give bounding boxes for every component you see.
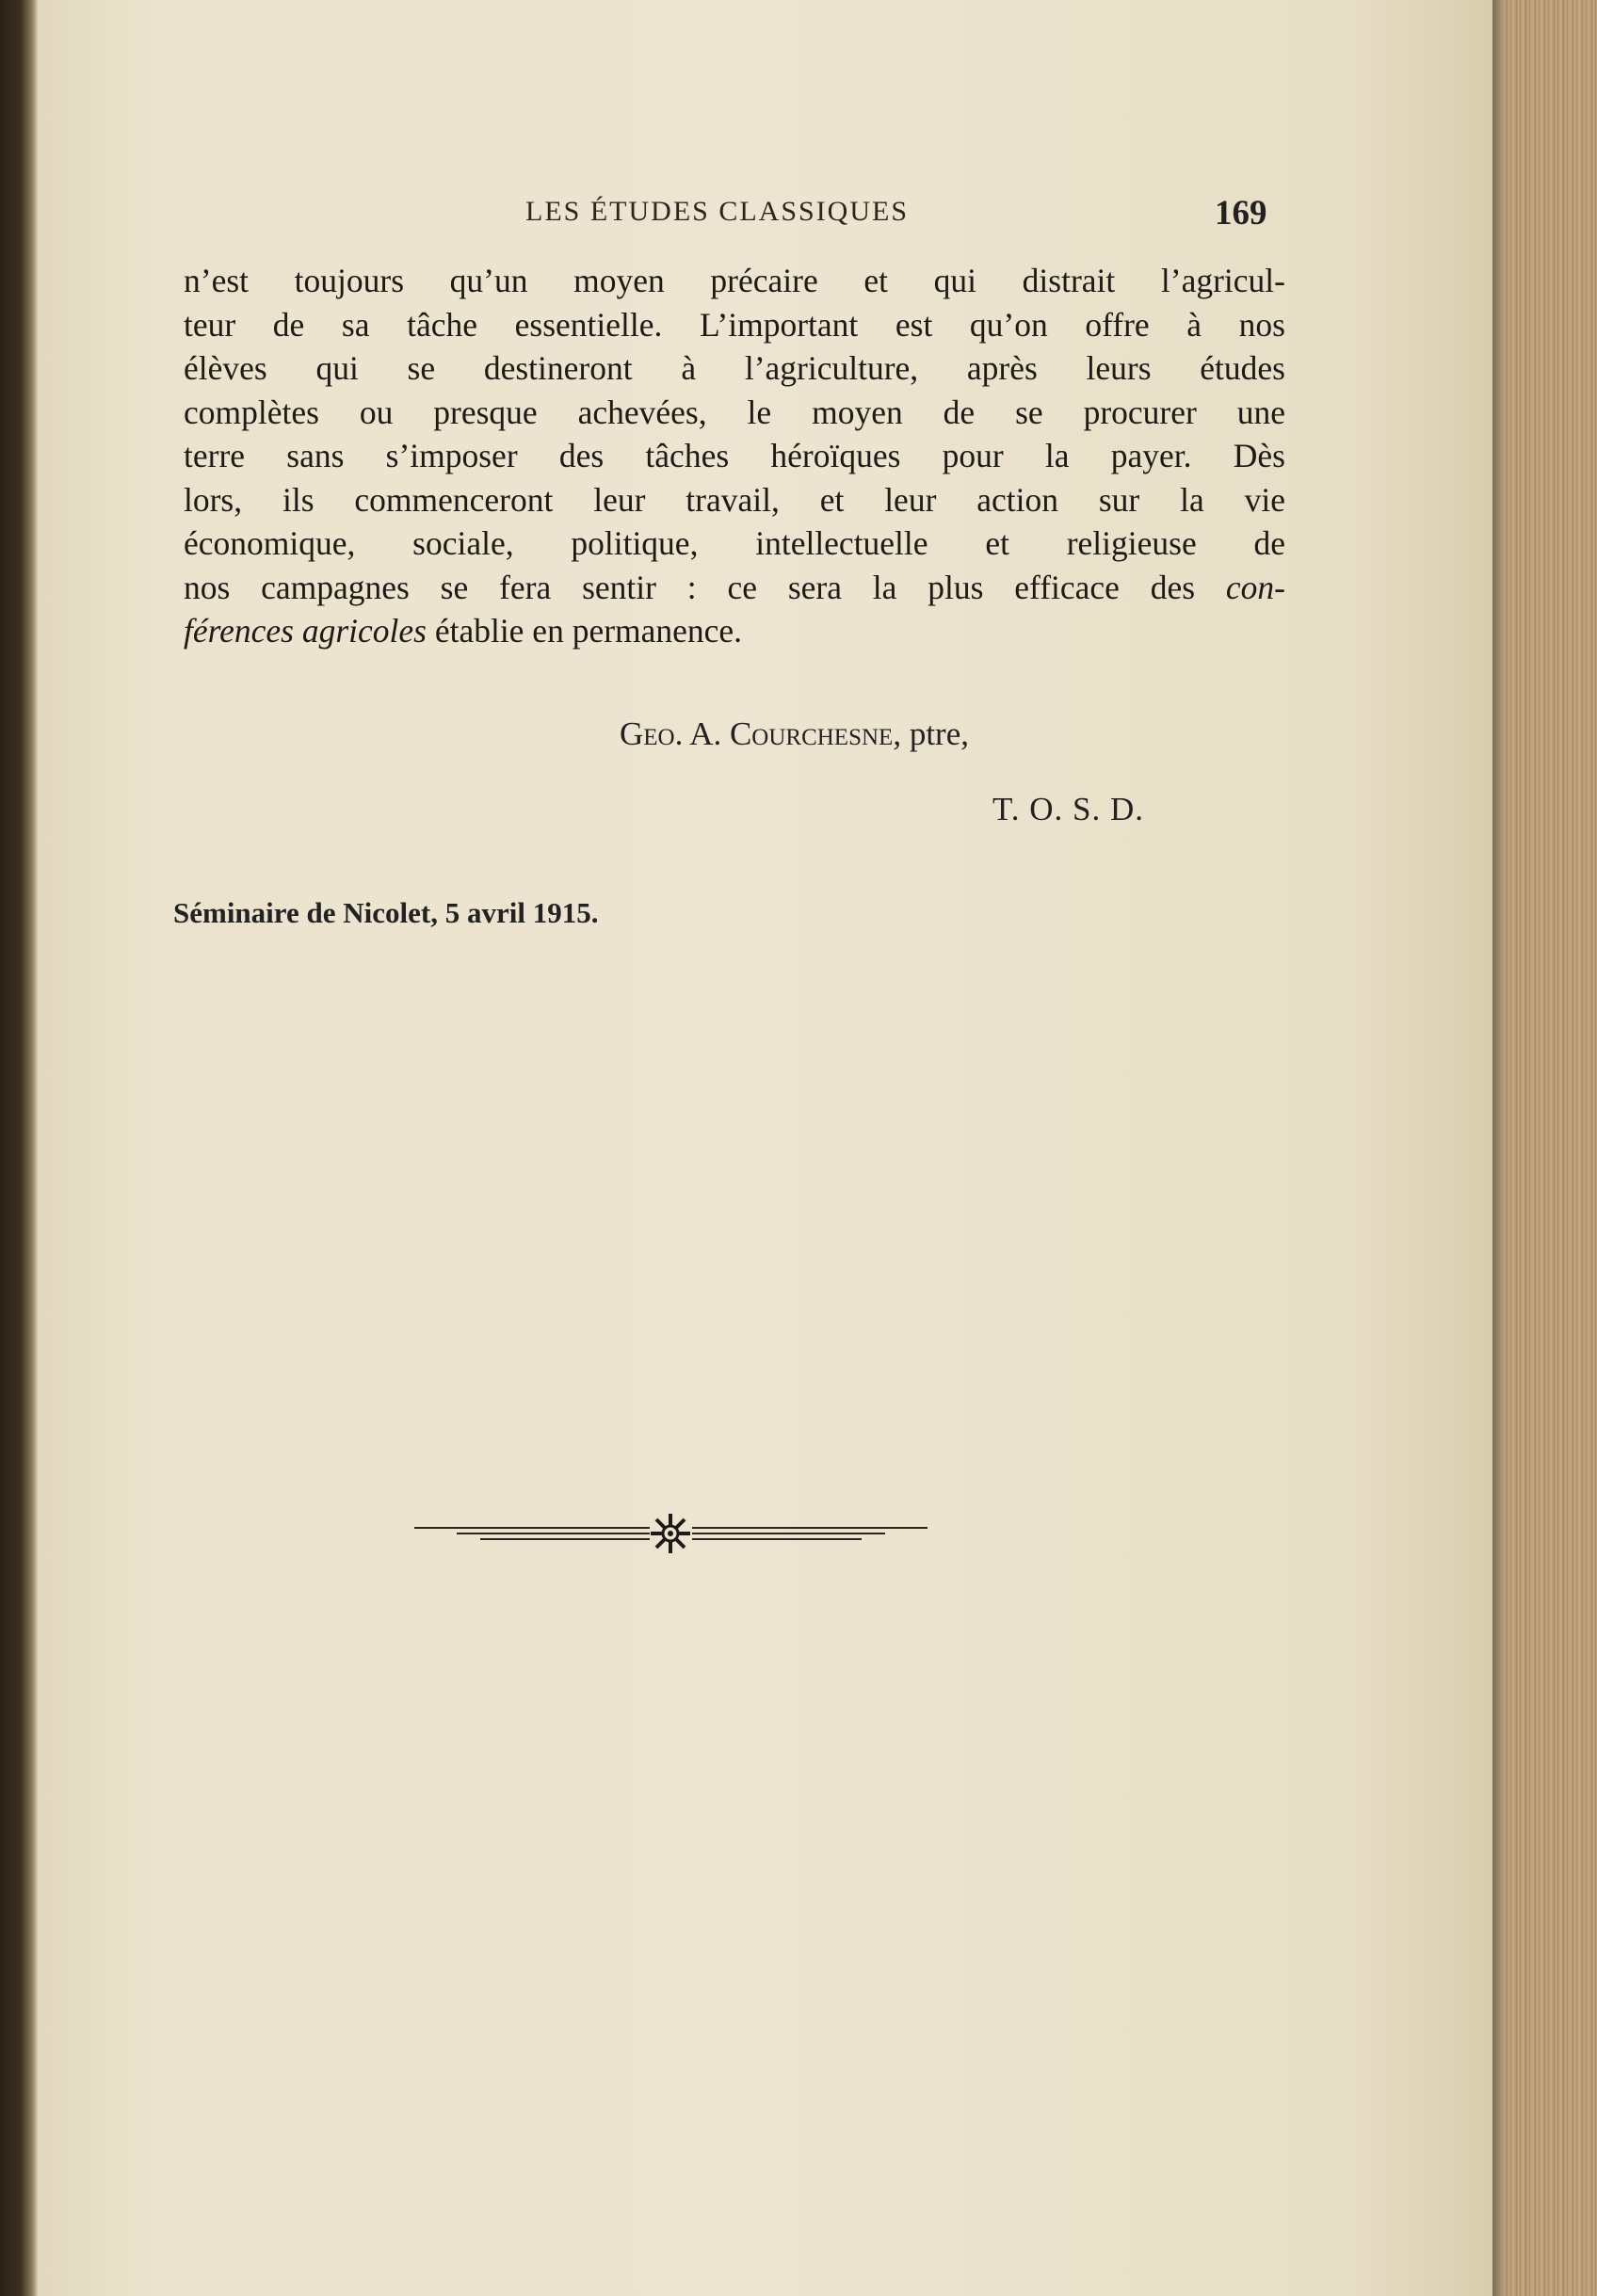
text-line: n’est toujours qu’un moyen précaire et qui distrait l’agricul- — [184, 262, 1285, 299]
page-number: 169 — [1215, 194, 1267, 233]
text-line: lors, ils commenceront leur travail, et leur action sur la vie — [184, 480, 1285, 519]
ornament-divider — [414, 1504, 928, 1561]
text-line: économique, sociale, politique, intellectuelle et religieuse de — [184, 524, 1285, 562]
text-line: complètes ou presque achevées, le moyen de se procurer une — [184, 393, 1285, 431]
scan-left-edge — [0, 0, 38, 2296]
text-line — [184, 566, 1285, 610]
asterisk-ornament-icon — [651, 1514, 690, 1553]
text-line — [184, 609, 1285, 653]
italic-text: férences agricoles — [184, 612, 427, 650]
author-name: Geo. A. Courchesne — [620, 715, 894, 752]
text-segment: nos campagnes se fera sentir : ce sera la plus efficace des — [184, 568, 1196, 606]
body-paragraph — [184, 259, 1285, 653]
running-head: LES ÉTUDES CLASSIQUES — [525, 196, 910, 227]
book-page-edges — [1492, 0, 1597, 2296]
dateline: Séminaire de Nicolet, 5 avril 1915. — [173, 896, 599, 929]
religious-order: T. O. S. D. — [992, 791, 1145, 827]
text-line: terre sans s’imposer des tâches héroïques pour la payer. Dès — [184, 437, 1285, 474]
text-line: teur de sa tâche essentielle. L’important est qu’on offre à nos — [184, 305, 1285, 344]
text-line: élèves qui se destineront à l’agriculture, après leurs études — [184, 349, 1285, 387]
signature — [620, 715, 969, 753]
text-segment: établie en permanence. — [426, 612, 743, 650]
author-title: , ptre, — [893, 715, 969, 752]
italic-text: con- — [1225, 568, 1286, 606]
